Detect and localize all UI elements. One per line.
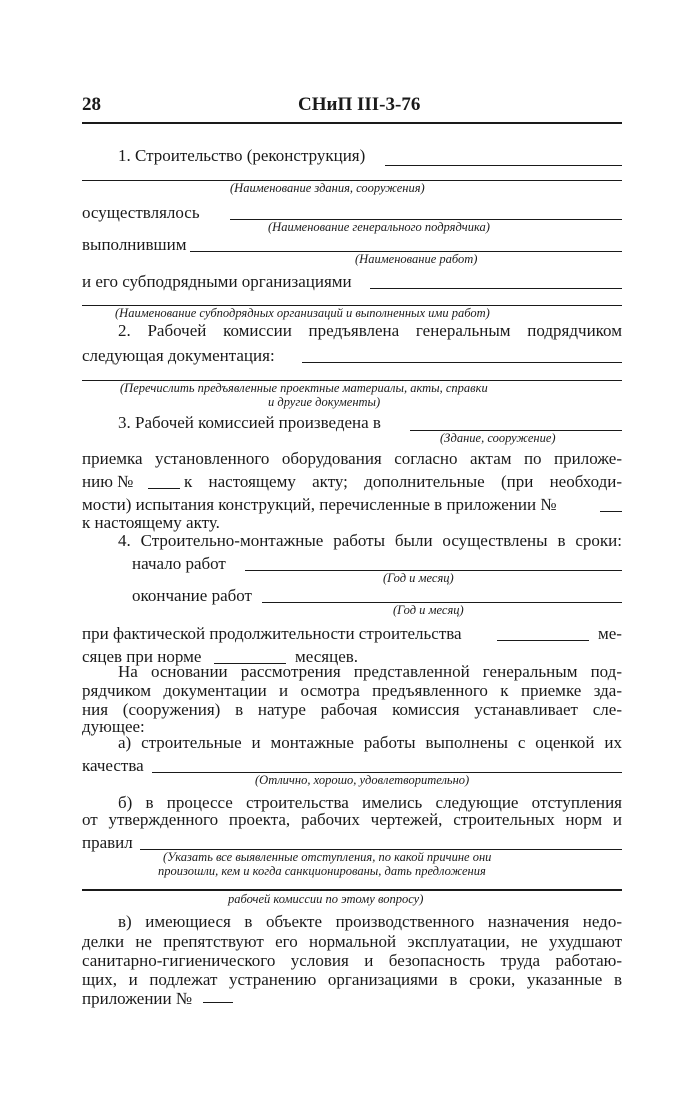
section2-line2: следующая документация:: [82, 346, 275, 365]
appendix-number-blank-1: [148, 488, 180, 489]
caption-contractor: (Наименование генерального подрядчика): [268, 220, 490, 234]
subcontractors-blank: [370, 288, 622, 289]
appendix-number-blank-3: [203, 1002, 233, 1003]
caption-deviations-1: (Указать все выявленные отступления, по какой причине они: [163, 850, 492, 864]
item-a-line1: а) строительные и монтажные работы выполнены с оценкой их: [118, 733, 622, 752]
appendix-number-blank-2: [600, 511, 622, 512]
page-number: 28: [82, 94, 101, 115]
deviations-line: [82, 889, 622, 891]
norm-unit: месяцев.: [295, 647, 359, 666]
section3-p2b: к настоящему акту; дополнительные (при необходи-: [184, 472, 622, 491]
duration-label: при фактической продолжительности строительства: [82, 624, 462, 643]
label-start: начало работ: [132, 554, 226, 573]
section3-p2a: нию №: [82, 472, 134, 491]
caption-building-name: (Наименование здания, сооружения): [230, 181, 425, 195]
basis-line1: На основании рассмотрения представленной генеральным под-: [118, 662, 622, 681]
section3-p3: мости) испытания конструкций, перечисленные в приложении №: [82, 495, 557, 514]
duration-unit: ме-: [598, 624, 622, 643]
item-b-line2: от утвержденного проекта, рабочих чертежей, строительных норм и: [82, 810, 622, 829]
caption-documents-1: (Перечислить предъявленные проектные материалы, акты, справки: [120, 381, 488, 395]
basis-line3: ния (сооружения) в натуре рабочая комиссия устанавливает сле-: [82, 700, 622, 719]
caption-works: (Наименование работ): [355, 252, 478, 266]
section1-line1: 1. Строительство (реконструкция): [118, 146, 366, 165]
documentation-blank: [302, 362, 622, 363]
section2-line1: 2. Рабочей комиссии предъявлена генеральным подрядчиком: [118, 321, 622, 340]
duration-blank: [497, 640, 589, 641]
basis-line4: дующее:: [82, 717, 145, 736]
section3-p1: приемка установленного оборудования согласно актам по приложе-: [82, 449, 622, 468]
label-end: окончание работ: [132, 586, 252, 605]
section3-p4: к настоящему акту.: [82, 513, 220, 532]
section4-line1: 4. Строительно-монтажные работы были осуществлены в сроки:: [118, 531, 622, 550]
caption-end: (Год и месяц): [393, 603, 464, 617]
document-code: СНиП III-3-76: [298, 94, 421, 115]
caption-deviations-2: произошли, кем и когда санкционированы, дать предложения: [158, 864, 486, 878]
label-rules: правил: [82, 833, 133, 852]
construction-blank: [385, 165, 622, 166]
item-c-line3: санитарно-гигиенического условия и безопасность труда работаю-: [82, 951, 622, 970]
caption-start: (Год и месяц): [383, 571, 454, 585]
header-rule: [82, 122, 622, 124]
caption-building: (Здание, сооружение): [440, 431, 556, 445]
caption-documents-2: и другие документы): [268, 395, 381, 409]
caption-subcontractors: (Наименование субподрядных организаций и выполненных ими работ): [115, 306, 490, 320]
item-c-line4: щих, и подлежат устранению организациями в сроки, указанные в: [82, 970, 622, 989]
basis-line2: рядчиком документации и осмотра предъявленного к приемке зда-: [82, 681, 622, 700]
norm-label: сяцев при норме: [82, 647, 202, 666]
label-executed: осуществлялось: [82, 203, 200, 222]
label-performed: выполнившим: [82, 235, 187, 254]
item-c-line5: приложении №: [82, 989, 193, 1008]
caption-deviations-3: рабочей комиссии по этому вопросу): [228, 892, 424, 906]
item-b-line1: б) в процессе строительства имелись следующие отступления: [118, 793, 622, 812]
item-c-line2: делки не препятствуют его нормальной эксплуатации, не ухудшают: [82, 932, 622, 951]
caption-quality: (Отлично, хорошо, удовлетворительно): [255, 773, 470, 787]
label-subcontractors: и его субподрядными организациями: [82, 272, 352, 291]
label-quality: качества: [82, 756, 144, 775]
section3-line1: 3. Рабочей комиссией произведена в: [118, 413, 381, 432]
item-c-line1: в) имеющиеся в объекте производственного назначения недо-: [118, 912, 622, 931]
